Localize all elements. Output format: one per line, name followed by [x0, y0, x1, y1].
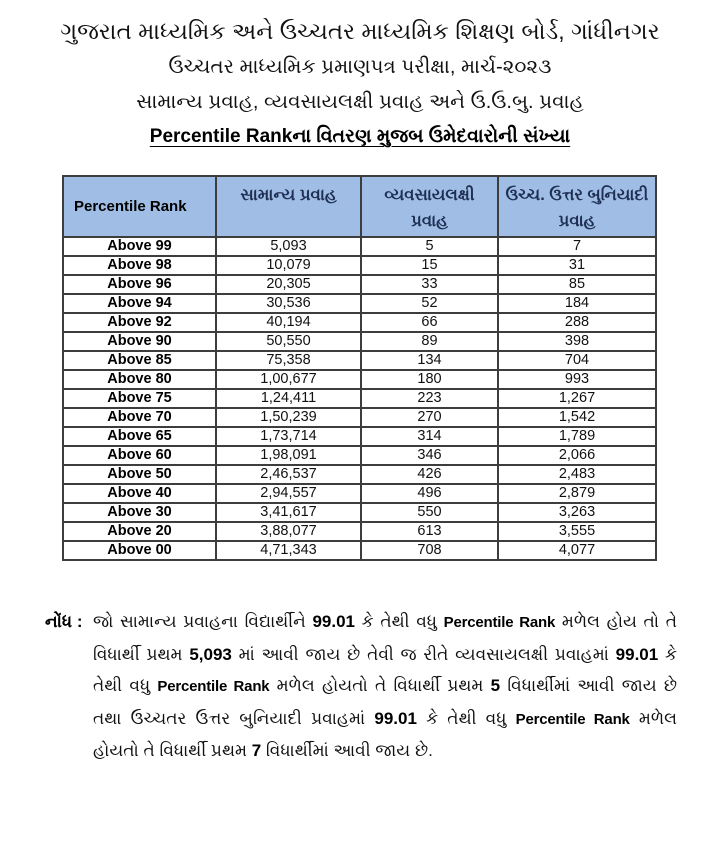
uub-count-cell: 704: [498, 351, 656, 370]
vocational-count-cell: 496: [361, 484, 498, 503]
vocational-count-cell: 5: [361, 237, 498, 256]
vocational-count-cell: 15: [361, 256, 498, 275]
rank-cell: Above 96: [63, 275, 216, 294]
table-row: [63, 294, 656, 313]
general-count-cell: 30,536: [216, 294, 361, 313]
rank-cell: Above 40: [63, 484, 216, 503]
vocational-count-cell: 180: [361, 370, 498, 389]
general-count-cell: 20,305: [216, 275, 361, 294]
uub-count-cell: 85: [498, 275, 656, 294]
note-bold-segment: 99.01: [312, 612, 356, 631]
header-uub-stream-line1: ઉચ્ચ. ઉત્તર બુનિયાદી: [505, 186, 649, 204]
note-segment: મળેલ હોયતો તે વિધાર્થી પ્રથમ: [269, 676, 491, 695]
note-segment: કે તેથી વધુ: [93, 644, 677, 695]
note-bold-segment: 5,093: [189, 644, 232, 664]
table-row: [63, 522, 656, 541]
table-body: [63, 237, 656, 560]
general-count-cell: 10,079: [216, 256, 361, 275]
note-segment: વિધાર્થીમાં આવી જાય છે તથા ઉચ્ચતર ઉત્તર બુનિયાદી પ્રવાહમાં: [93, 676, 677, 728]
uub-count-cell: 1,542: [498, 408, 656, 427]
uub-count-cell: 184: [498, 294, 656, 313]
rank-cell: Above 50: [63, 465, 216, 484]
uub-count-cell: 1,789: [498, 427, 656, 446]
header-percentile-rank: Percentile Rank: [63, 176, 216, 237]
vocational-count-cell: 33: [361, 275, 498, 294]
table-row: [63, 484, 656, 503]
note-segment: વિધાર્થીમાં આવી જાય છે.: [261, 741, 433, 760]
rank-cell: Above 90: [63, 332, 216, 351]
general-count-cell: 5,093: [216, 237, 361, 256]
board-title: ગુજરાત માધ્યમિક અને ઉચ્ચતર માધ્યમિક શિક્ષણ બોર્ડ, ગાંધીનગર: [60, 18, 660, 44]
table-caption: Percentile Rankના વિતરણ મુજબ ઉમેદવારોની સંખ્યા: [149, 126, 571, 147]
general-count-cell: 2,94,557: [216, 484, 361, 503]
table-row: [63, 351, 656, 370]
rank-cell: Above 70: [63, 408, 216, 427]
rank-cell: Above 65: [63, 427, 216, 446]
general-count-cell: 4,71,343: [216, 541, 361, 560]
general-count-cell: 1,73,714: [216, 427, 361, 446]
uub-count-cell: 3,263: [498, 503, 656, 522]
general-count-cell: 1,98,091: [216, 446, 361, 465]
uub-count-cell: 2,066: [498, 446, 656, 465]
note-bold-segment: 5: [490, 676, 501, 695]
rank-cell: Above 98: [63, 256, 216, 275]
general-count-cell: 50,550: [216, 332, 361, 351]
rank-cell: Above 99: [63, 237, 216, 256]
header-general-stream: [216, 176, 361, 237]
vocational-count-cell: 346: [361, 446, 498, 465]
note-text: [91, 606, 677, 767]
header-vocational-stream-line1: વ્યવસાયલક્ષી: [384, 186, 475, 204]
table-row: [63, 389, 656, 408]
vocational-count-cell: 550: [361, 503, 498, 522]
table-row: [63, 313, 656, 332]
note-bold-segment: 99.01: [374, 708, 417, 728]
general-count-cell: 1,24,411: [216, 389, 361, 408]
vocational-count-cell: 613: [361, 522, 498, 541]
vocational-count-cell: 426: [361, 465, 498, 484]
rank-cell: Above 75: [63, 389, 216, 408]
table-row: [63, 408, 656, 427]
note-segment: કે તેથી વધુ: [355, 612, 444, 631]
header-vocational-stream-line2: પ્રવાહ: [411, 212, 448, 230]
general-count-cell: 2,46,537: [216, 465, 361, 484]
rank-cell: Above 94: [63, 294, 216, 313]
table-row: [63, 446, 656, 465]
table-row: [63, 541, 656, 560]
rank-cell: Above 80: [63, 370, 216, 389]
uub-count-cell: 2,879: [498, 484, 656, 503]
table-header-row: [63, 176, 656, 237]
general-count-cell: 3,88,077: [216, 522, 361, 541]
vocational-count-cell: 708: [361, 541, 498, 560]
vocational-count-cell: 66: [361, 313, 498, 332]
header-vocational-stream: [361, 176, 498, 237]
streams-title: સામાન્ય પ્રવાહ, વ્યવસાયલક્ષી પ્રવાહ અને ઉ.ઉ.બુ. પ્રવાહ: [136, 91, 584, 113]
rank-cell: Above 30: [63, 503, 216, 522]
note-segment: કે તેથી વધુ: [416, 708, 516, 728]
vocational-count-cell: 134: [361, 351, 498, 370]
note-bold-segment: 7: [251, 741, 262, 760]
uub-count-cell: 993: [498, 370, 656, 389]
header-uub-stream-line2: પ્રવાહ: [558, 212, 596, 230]
table-row: [63, 256, 656, 275]
note-segment: મળેલ હોયતો તે વિધાર્થી પ્રથમ: [93, 708, 677, 760]
note-bold-segment: Percentile Rank: [515, 710, 630, 728]
uub-count-cell: 3,555: [498, 522, 656, 541]
header-uub-stream: [498, 176, 656, 237]
table-row: [63, 237, 656, 256]
exam-title: ઉચ્ચતર માધ્યમિક પ્રમાણપત્ર પરીક્ષા, માર્ચ-૨૦૨૩: [168, 56, 552, 78]
rank-cell: Above 60: [63, 446, 216, 465]
vocational-count-cell: 270: [361, 408, 498, 427]
vocational-count-cell: 314: [361, 427, 498, 446]
uub-count-cell: 288: [498, 313, 656, 332]
uub-count-cell: 7: [498, 237, 656, 256]
note-bold-segment: 99.01: [615, 644, 659, 664]
rank-cell: Above 20: [63, 522, 216, 541]
rank-cell: Above 92: [63, 313, 216, 332]
general-count-cell: 1,50,239: [216, 408, 361, 427]
table-row: [63, 370, 656, 389]
note-segment: જો સામાન્ય પ્રવાહના વિદ્યાર્થીને: [93, 612, 313, 631]
uub-count-cell: 4,077: [498, 541, 656, 560]
document-header: [0, 18, 720, 148]
uub-count-cell: 398: [498, 332, 656, 351]
general-count-cell: 3,41,617: [216, 503, 361, 522]
note-bold-segment: Percentile Rank: [157, 678, 270, 695]
footnote-label: નોંધ :: [45, 612, 83, 631]
note-segment: મળેલ હોય તો તે વિધાર્થી પ્રથમ: [93, 612, 677, 664]
uub-count-cell: 1,267: [498, 389, 656, 408]
note-bold-segment: Percentile Rank: [443, 614, 556, 631]
header-general-stream-line1: સામાન્ય પ્રવાહ: [240, 186, 337, 204]
vocational-count-cell: 52: [361, 294, 498, 313]
table-row: [63, 503, 656, 522]
table-row: [63, 427, 656, 446]
table-row: [63, 332, 656, 351]
vocational-count-cell: 89: [361, 332, 498, 351]
note-segment: માં આવી જાય છે તેવી જ રીતે વ્યવસાયલક્ષી પ્રવાહમાં: [231, 644, 616, 664]
table-row: [63, 465, 656, 484]
uub-count-cell: 2,483: [498, 465, 656, 484]
rank-cell: Above 85: [63, 351, 216, 370]
percentile-rank-table: [62, 175, 657, 561]
footnote: [45, 606, 677, 767]
general-count-cell: 1,00,677: [216, 370, 361, 389]
general-count-cell: 40,194: [216, 313, 361, 332]
vocational-count-cell: 223: [361, 389, 498, 408]
general-count-cell: 75,358: [216, 351, 361, 370]
uub-count-cell: 31: [498, 256, 656, 275]
table-row: [63, 275, 656, 294]
rank-cell: Above 00: [63, 541, 216, 560]
